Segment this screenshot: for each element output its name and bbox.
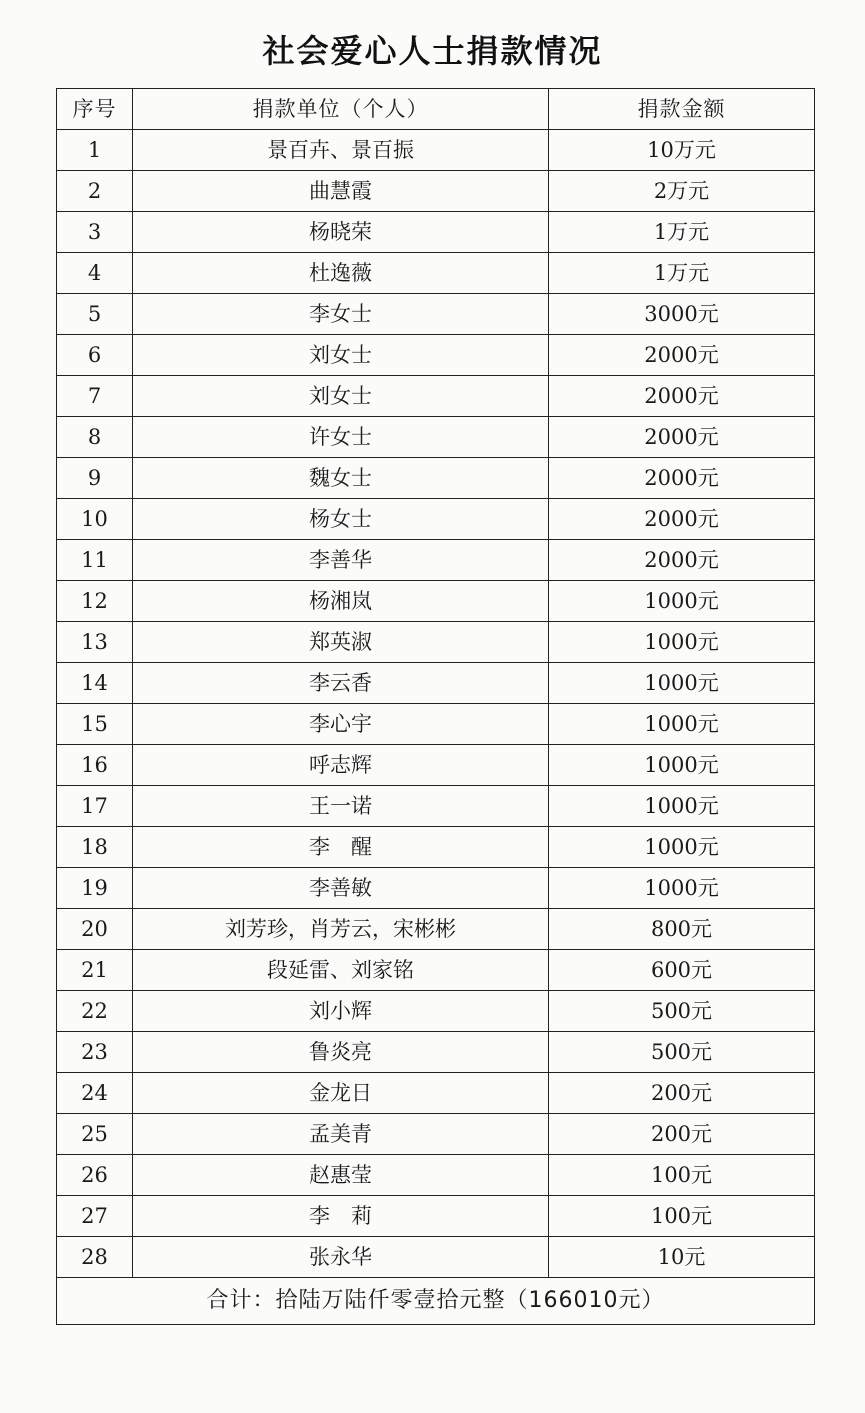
- donation-amount: 1000元: [549, 827, 815, 868]
- row-number: 16: [57, 745, 133, 786]
- donation-amount: 100元: [549, 1196, 815, 1237]
- donor-name: 刘小辉: [133, 991, 549, 1032]
- row-number: 1: [57, 130, 133, 171]
- row-number: 8: [57, 417, 133, 458]
- donor-name: 段延雷、刘家铭: [133, 950, 549, 991]
- donation-amount: 500元: [549, 991, 815, 1032]
- donation-amount: 2000元: [549, 335, 815, 376]
- table-row: [57, 868, 815, 909]
- header-name: 捐款单位（个人）: [133, 89, 549, 130]
- donation-amount: 10元: [549, 1237, 815, 1278]
- donor-name: 呼志辉: [133, 745, 549, 786]
- table-row: [57, 1114, 815, 1155]
- donation-amount: 1000元: [549, 581, 815, 622]
- donation-amount: 1万元: [549, 253, 815, 294]
- row-number: 28: [57, 1237, 133, 1278]
- table-row: [57, 540, 815, 581]
- donor-name: 魏女士: [133, 458, 549, 499]
- donation-amount: 1万元: [549, 212, 815, 253]
- row-number: 9: [57, 458, 133, 499]
- donation-amount: 200元: [549, 1073, 815, 1114]
- row-number: 26: [57, 1155, 133, 1196]
- donor-name: 李心宇: [133, 704, 549, 745]
- row-number: 13: [57, 622, 133, 663]
- donor-name: 杨湘岚: [133, 581, 549, 622]
- table-row: [57, 745, 815, 786]
- donor-name: 李 莉: [133, 1196, 549, 1237]
- donation-amount: 2万元: [549, 171, 815, 212]
- donor-name: 景百卉、景百振: [133, 130, 549, 171]
- row-number: 22: [57, 991, 133, 1032]
- donor-name: 许女士: [133, 417, 549, 458]
- header-no: 序号: [57, 89, 133, 130]
- row-number: 3: [57, 212, 133, 253]
- table-row: [57, 417, 815, 458]
- donation-amount: 1000元: [549, 663, 815, 704]
- row-number: 21: [57, 950, 133, 991]
- table-row: [57, 991, 815, 1032]
- table-row: [57, 622, 815, 663]
- table-row: [57, 376, 815, 417]
- donor-name: 李善敏: [133, 868, 549, 909]
- table-row: [57, 335, 815, 376]
- donor-name: 杨晓荣: [133, 212, 549, 253]
- row-number: 12: [57, 581, 133, 622]
- table-row: [57, 909, 815, 950]
- table-row: [57, 130, 815, 171]
- donation-amount: 2000元: [549, 458, 815, 499]
- row-number: 14: [57, 663, 133, 704]
- row-number: 5: [57, 294, 133, 335]
- table-row: [57, 827, 815, 868]
- table-body: [57, 130, 815, 1278]
- table-row: [57, 212, 815, 253]
- row-number: 4: [57, 253, 133, 294]
- donor-name: 刘芳珍，肖芳云，宋彬彬: [133, 909, 549, 950]
- table-row: [57, 294, 815, 335]
- header-amount: 捐款金额: [549, 89, 815, 130]
- table-row: [57, 253, 815, 294]
- donation-amount: 1000元: [549, 786, 815, 827]
- row-number: 6: [57, 335, 133, 376]
- donor-name: 王一诺: [133, 786, 549, 827]
- donor-name: 郑英淑: [133, 622, 549, 663]
- donation-amount: 2000元: [549, 376, 815, 417]
- donor-name: 孟美青: [133, 1114, 549, 1155]
- table-row: [57, 704, 815, 745]
- donation-amount: 200元: [549, 1114, 815, 1155]
- row-number: 23: [57, 1032, 133, 1073]
- donation-amount: 2000元: [549, 417, 815, 458]
- donor-name: 李云香: [133, 663, 549, 704]
- row-number: 19: [57, 868, 133, 909]
- donation-amount: 2000元: [549, 499, 815, 540]
- donation-amount: 100元: [549, 1155, 815, 1196]
- donation-amount: 2000元: [549, 540, 815, 581]
- row-number: 18: [57, 827, 133, 868]
- table-row: [57, 1032, 815, 1073]
- donor-name: 金龙日: [133, 1073, 549, 1114]
- donation-table: [56, 88, 815, 1325]
- donation-amount: 10万元: [549, 130, 815, 171]
- row-number: 11: [57, 540, 133, 581]
- table-row: [57, 1237, 815, 1278]
- row-number: 17: [57, 786, 133, 827]
- donation-amount: 500元: [549, 1032, 815, 1073]
- donor-name: 李善华: [133, 540, 549, 581]
- table-row: [57, 1073, 815, 1114]
- total-row: [57, 1278, 815, 1325]
- donor-name: 杜逸薇: [133, 253, 549, 294]
- donation-amount: 1000元: [549, 704, 815, 745]
- donor-name: 李 醒: [133, 827, 549, 868]
- donor-name: 张永华: [133, 1237, 549, 1278]
- row-number: 10: [57, 499, 133, 540]
- table-row: [57, 950, 815, 991]
- table-row: [57, 1155, 815, 1196]
- page-title: 社会爱心人士捐款情况: [262, 32, 603, 70]
- row-number: 15: [57, 704, 133, 745]
- table-row: [57, 171, 815, 212]
- row-number: 25: [57, 1114, 133, 1155]
- donor-name: 刘女士: [133, 335, 549, 376]
- donor-name: 李女士: [133, 294, 549, 335]
- donor-name: 刘女士: [133, 376, 549, 417]
- donation-amount: 1000元: [549, 745, 815, 786]
- row-number: 27: [57, 1196, 133, 1237]
- row-number: 7: [57, 376, 133, 417]
- donation-amount: 600元: [549, 950, 815, 991]
- total-text: 合计：拾陆万陆仟零壹拾元整（166010元）: [57, 1278, 815, 1325]
- donor-name: 鲁炎亮: [133, 1032, 549, 1073]
- table-header-row: [57, 89, 815, 130]
- table-row: [57, 499, 815, 540]
- donation-amount: 1000元: [549, 622, 815, 663]
- table-row: [57, 1196, 815, 1237]
- row-number: 2: [57, 171, 133, 212]
- donor-name: 曲慧霞: [133, 171, 549, 212]
- row-number: 20: [57, 909, 133, 950]
- table-row: [57, 458, 815, 499]
- donation-amount: 3000元: [549, 294, 815, 335]
- donor-name: 赵惠莹: [133, 1155, 549, 1196]
- table-row: [57, 786, 815, 827]
- donor-name: 杨女士: [133, 499, 549, 540]
- donation-amount: 1000元: [549, 868, 815, 909]
- table-row: [57, 663, 815, 704]
- donation-amount: 800元: [549, 909, 815, 950]
- table-row: [57, 581, 815, 622]
- row-number: 24: [57, 1073, 133, 1114]
